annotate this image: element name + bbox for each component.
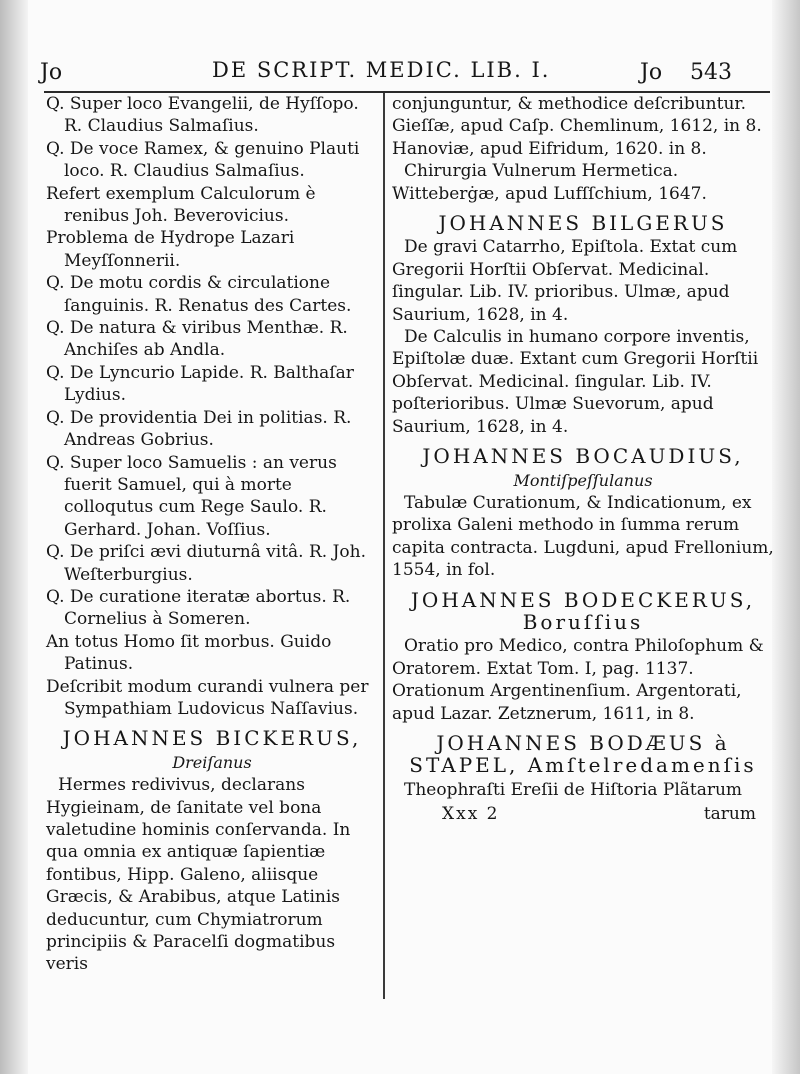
entry-hyssopus: Q. Super loco Evangelii, de Hyſſopo. R. Claudius Salmaſius. xyxy=(46,94,359,137)
entry-providentia: Q. De providentia Dei in politias. R. Andreas Gobrius. xyxy=(46,407,352,451)
author-heading-bilgerus: JOHANNES BILGERUS xyxy=(438,211,728,236)
entry-totus-homo: An totus Homo ſit morbus. Guido Patinus. xyxy=(46,631,332,675)
running-title: DE SCRIPT. MEDIC. LIB. I. xyxy=(212,58,551,82)
entry-samuelis: Q. Super loco Samuelis : an verus fuerit Samuel, qui à morte colloqutus cum Rege Saulo. R. Gerhard. Johan. Voſſius. xyxy=(46,452,337,540)
signature-mark: Xxx 2 xyxy=(442,804,500,825)
author-heading-bickerus: JOHANNES BICKERUS, xyxy=(62,726,362,751)
right-text-column xyxy=(392,93,774,826)
left-text-column xyxy=(46,93,378,976)
entry-sympathiam: Deſcribit modum curandi vulnera per Sympathiam Ludovicus Naſſavius. xyxy=(46,676,369,719)
running-header xyxy=(40,54,770,88)
author-heading-bodaeus: JOHANNES BODÆUS à STAPEL, Amſtelredamenſis xyxy=(409,730,757,778)
header-right-column-label: Jo xyxy=(640,60,663,85)
author-heading-bocaudius: JOHANNES BOCAUDIUS, xyxy=(422,444,744,469)
entry-hydrope: Problema de Hydrope Lazari Meyſſonnerii. xyxy=(46,228,295,271)
column-divider xyxy=(383,93,385,999)
entry-menthae: Q. De natura & viribus Menthæ. R. Anchiſes ab Andla. xyxy=(46,318,348,361)
page-number: 543 xyxy=(690,60,732,85)
work-chirurgia-vulnerum: Chirurgia Vulnerum Hermetica. Witteberġæ, apud Lufſſchium, 1647. xyxy=(392,161,707,204)
continuation-text: conjunguntur, & methodice deſcribuntur. Gieſſæ, apud Caſp. Chemlinum, 1612, in 8. Hanoviæ, apud Eifridum, 1620. in 8. xyxy=(392,94,762,159)
entry-lyncurio: Q. De Lyncurio Lapide. R. Balthaſar Lydius. xyxy=(46,362,354,406)
catchword: tarum xyxy=(703,804,756,825)
right-page-edge-shadow xyxy=(772,0,800,1074)
entry-abortus: Q. De curatione iteratæ abortus. R. Cornelius à Someren. xyxy=(46,586,351,630)
author-origin-bickerus: Dreiſanus xyxy=(172,752,252,772)
author-origin-bocaudius: Montiſpeſſulanus xyxy=(513,470,653,490)
page-footer xyxy=(392,803,774,825)
author-heading-bodeckerus: JOHANNES BODECKERUS, Boruſſius xyxy=(410,587,756,634)
entry-calculorum: Refert exemplum Calculorum è renibus Joh. Beverovicius. xyxy=(46,183,316,227)
work-hermes-redivivus: Hermes redivivus, declarans Hygieinam, de ſanitate vel bona valetudine hominis conſervanda. In qua omnia ex antiquæ ſapientiæ fontibus, Hipp. Galeno, aliisque Græcis, & Arabibus, atque Latinis deducuntur, cum Chymiatrorum principiis & Paracelſi dogmatibus veris xyxy=(46,775,351,975)
entry-motu-cordis: Q. De motu cordis & circulatione ſanguinis. R. Renatus des Cartes. xyxy=(46,273,352,316)
work-oratio-pro-medico: Oratio pro Medico, contra Philoſophum & Oratorem. Extat Tom. I, pag. 1137. Orationum Argentinenſium. Argentorati, apud Lazar. Zetznerum, 1611, in 8. xyxy=(392,636,764,724)
work-gravi-catarrho: De gravi Catarrho, Epiſtola. Extat cum Gregorii Horſtii Obſervat. Medicinal. ſingular. Lib. IV. prioribus. Ulmæ, apud Saurium, 1628, in 4. xyxy=(392,237,738,325)
work-calculis: De Calculis in humano corpore inventis, Epiſtolæ duæ. Extant cum Gregorii Horſtii Obſervat. Medicinal. ſingular. Lib. IV. poſterioribus. Ulmæ Suevorum, apud Saurium, 1628, in 4. xyxy=(392,327,759,437)
left-page-edge-shadow xyxy=(0,0,28,1074)
work-theophrasti: Theophraſti Ereſii de Hiſtoria Plãtarum xyxy=(404,779,743,800)
entry-ramex: Q. De voce Ramex, & genuino Plauti loco. R. Claudius Salmaſius. xyxy=(46,138,360,182)
work-tabulae-curationum: Tabulæ Curationum, & Indicationum, ex prolixa Galeni methodo in ſumma rerum capita contracta. Lugduni, apud Frellonium, 1554, in fol. xyxy=(392,492,774,581)
header-left-column-label: Jo xyxy=(40,60,63,85)
entry-prisci-aevi: Q. De priſci ævi diuturnâ vitâ. R. Joh. Weſterburgius. xyxy=(46,542,367,585)
